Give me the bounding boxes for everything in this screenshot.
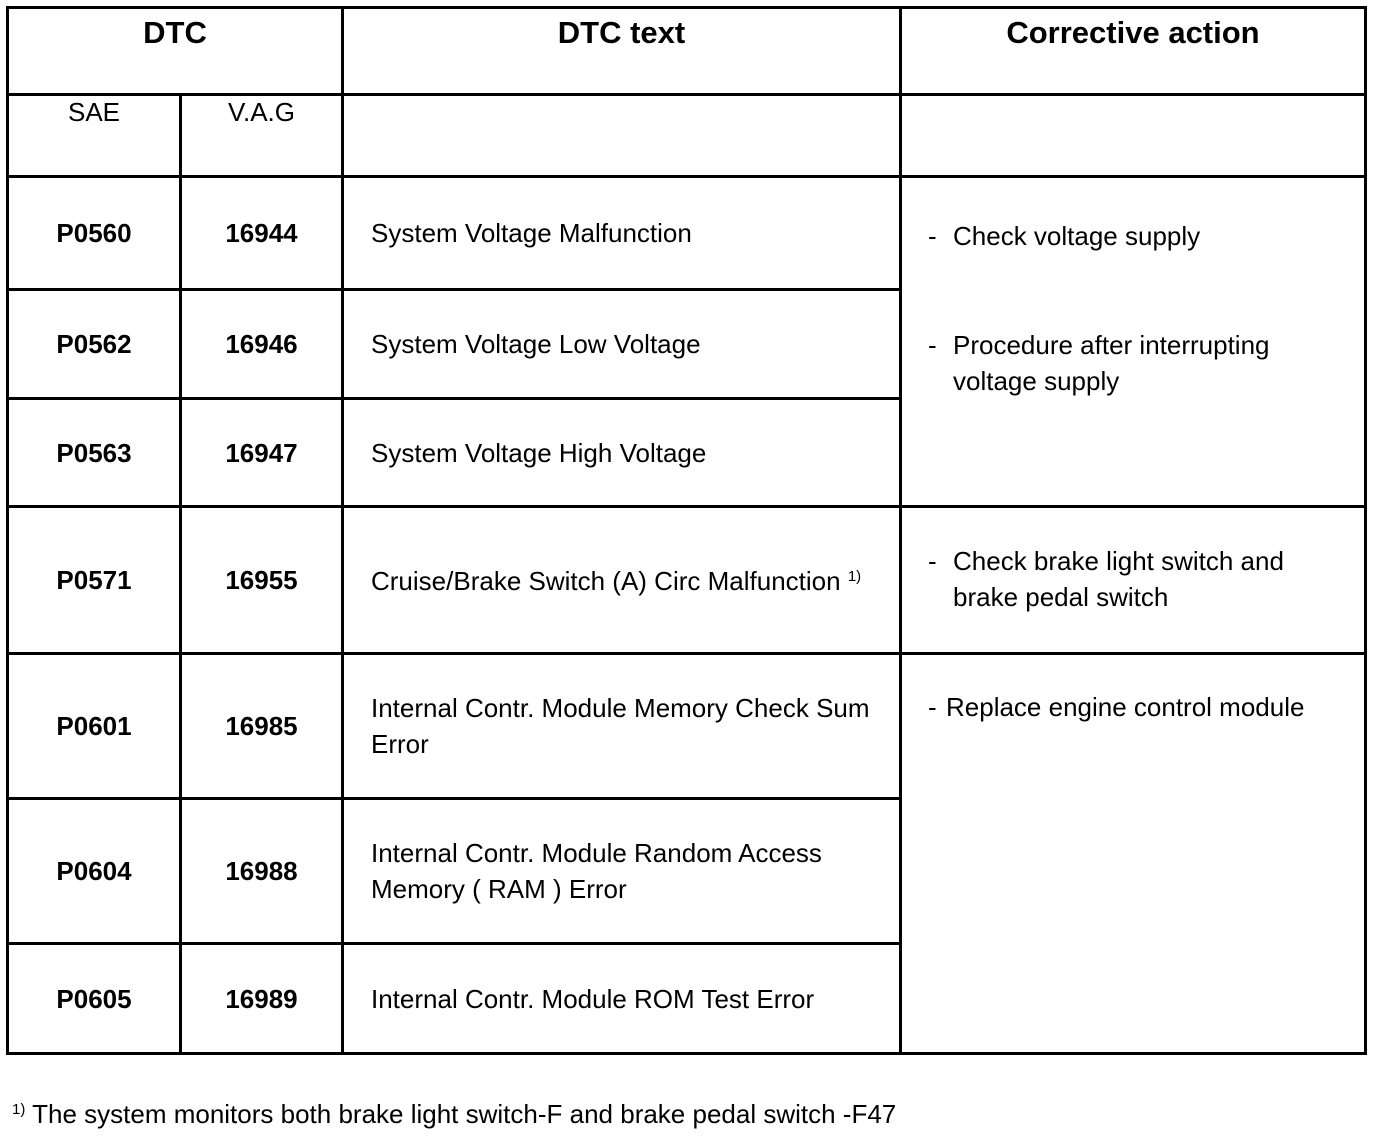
dtc-description-text: Cruise/Brake Switch (A) Circ Malfunction xyxy=(371,566,841,596)
corrective-action-brake xyxy=(901,507,1366,654)
footnote-text: The system monitors both brake light switch-F and brake pedal switch -F47 xyxy=(32,1099,897,1129)
sae-code: P0601 xyxy=(8,654,181,799)
dtc-description xyxy=(343,507,901,654)
footnote-reference: 1) xyxy=(847,568,862,585)
dtc-table xyxy=(6,6,1367,1055)
footnote xyxy=(12,1096,896,1132)
vag-code: 16955 xyxy=(181,507,343,654)
subheader-empty-action xyxy=(901,95,1366,177)
header-dtc: DTC xyxy=(8,8,343,95)
table-row xyxy=(8,177,1366,290)
sae-code: P0562 xyxy=(8,290,181,399)
action-text: Replace engine control module xyxy=(946,692,1305,722)
header-row xyxy=(8,8,1366,95)
table-row xyxy=(8,507,1366,654)
header-dtc-text: DTC text xyxy=(343,8,901,95)
action-dash: - xyxy=(928,546,937,576)
subheader-sae: SAE xyxy=(8,95,181,177)
dtc-description: Internal Contr. Module Memory Check Sum Error xyxy=(343,654,901,799)
action-item xyxy=(928,327,1354,399)
vag-code: 16989 xyxy=(181,944,343,1054)
vag-code: 16946 xyxy=(181,290,343,399)
action-item xyxy=(928,178,1354,254)
dtc-description: Internal Contr. Module ROM Test Error xyxy=(343,944,901,1054)
dtc-description: System Voltage Malfunction xyxy=(343,177,901,290)
header-corrective-action: Corrective action xyxy=(901,8,1366,95)
sae-code: P0571 xyxy=(8,507,181,654)
vag-code: 16985 xyxy=(181,654,343,799)
dtc-description: System Voltage Low Voltage xyxy=(343,290,901,399)
dtc-description: Internal Contr. Module Random Access Memory ( RAM ) Error xyxy=(343,799,901,944)
action-dash: - xyxy=(928,330,937,360)
subheader-row xyxy=(8,95,1366,177)
sae-code: P0560 xyxy=(8,177,181,290)
vag-code: 16988 xyxy=(181,799,343,944)
vag-code: 16947 xyxy=(181,399,343,507)
action-dash: - xyxy=(928,692,937,722)
corrective-action-voltage xyxy=(901,177,1366,507)
subheader-vag: V.A.G xyxy=(181,95,343,177)
sae-code: P0563 xyxy=(8,399,181,507)
sae-code: P0605 xyxy=(8,944,181,1054)
action-dash: - xyxy=(928,221,937,251)
action-text: Procedure after interrupting voltage supply xyxy=(953,330,1270,396)
subheader-empty-text xyxy=(343,95,901,177)
action-text: Check voltage supply xyxy=(953,221,1201,251)
action-item xyxy=(928,655,1354,725)
footnote-marker: 1) xyxy=(12,1101,26,1118)
corrective-action-module xyxy=(901,654,1366,1054)
dtc-description: System Voltage High Voltage xyxy=(343,399,901,507)
vag-code: 16944 xyxy=(181,177,343,290)
action-item xyxy=(928,508,1354,615)
sae-code: P0604 xyxy=(8,799,181,944)
table-row xyxy=(8,654,1366,799)
action-text: Check brake light switch and brake pedal switch xyxy=(953,546,1284,612)
